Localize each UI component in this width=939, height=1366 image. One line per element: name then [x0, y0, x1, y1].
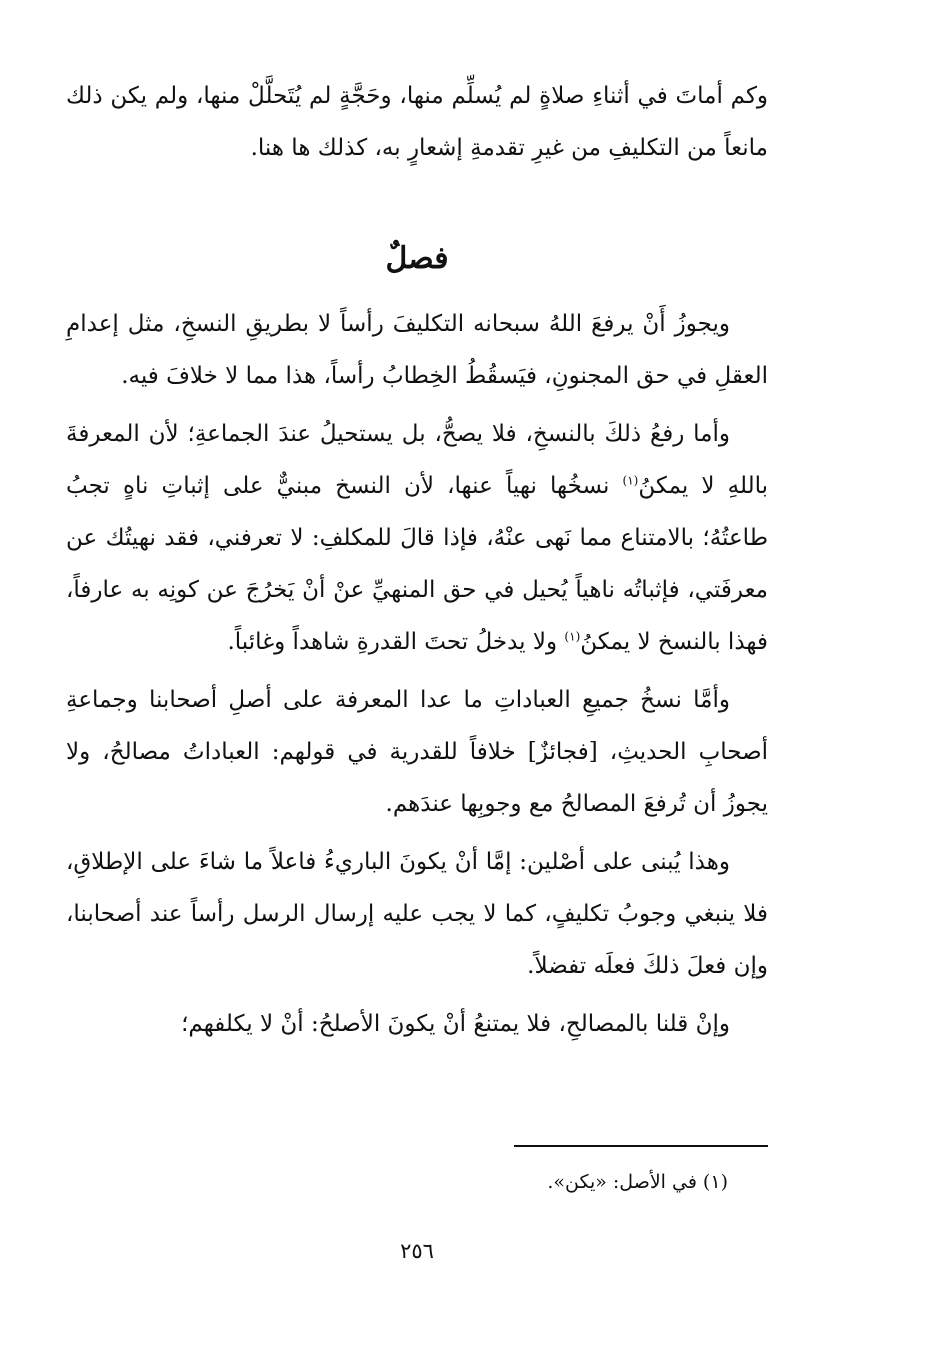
continuation-paragraph: وكم أماتَ في أثناءِ صلاةٍ لم يُسلِّم منها، وحَجَّةٍ لم يُتَحلَّلْ منها، ولم يكن ذلك مانعاً من التكليفِ من غيرِ تقدمةِ إشعارٍ به، كذلك ها هنا. [66, 83, 768, 161]
footnote-divider [514, 1145, 768, 1147]
paragraph-text-part: وأما رفعُ ذلكَ بالنسخِ، فلا يصحُّ، بل يستحيلُ عندَ الجماعةِ؛ لأن المعرفةَ باللهِ لا يمكنُ [66, 421, 768, 499]
footnote: (١) في الأصل: «يكن». [547, 1171, 728, 1193]
section-heading: فصلٌ [385, 241, 449, 276]
paragraph-knowledge-of-god [66, 408, 768, 668]
paragraph-benefits: وإنْ قلنا بالمصالحِ، فلا يمتنعُ أنْ يكونَ الأصلحُ: أنْ لا يكلفهم؛ [181, 1011, 730, 1037]
paragraph-two-principles: وهذا يُبنى على أصْلين: إمَّا أنْ يكونَ الباريءُ فاعلاً ما شاءَ على الإطلاقِ، فلا ينبغي وجوبُ تكليفٍ، كما لا يجب عليه إرسال الرسل رأساً عند أصحابنا، وإن فعلَ ذلكَ فعلَه تفضلاً. [66, 849, 768, 979]
footnote-reference: (١) [564, 629, 581, 644]
paragraph-text-part: ولا يدخلُ تحتَ القدرةِ شاهداً وغائباً. [227, 629, 558, 655]
paragraph-text-part: نسخُها نهياً عنها، لأن النسخ مبنيٌّ على إثباتِ ناهٍ تجبُ طاعتُهُ؛ بالامتناع مما نَهى عنْهُ، فإذا قالَ للمكلفِ: لا تعرفني، فقد نهيتُك عن معرفَتي، فإثباتُه ناهياً يُحيل في حق المنهيِّ عنْ أنْ يَخرُجَ عن كونِه به عارفاً، فهذا بالنسخ لا يمكنُ [66, 473, 768, 655]
page-number: ٢٥٦ [400, 1239, 434, 1263]
footnote-reference: (١) [622, 473, 639, 488]
book-page [66, 70, 768, 1360]
paragraph-abrogating-worship: وأمَّا نسخُ جميعِ العباداتِ ما عدا المعرفة على أصلِ أصحابنا وجماعةِ أصحابِ الحديثِ، [فجائزٌ] خلافاً للقدرية في قولهم: العباداتُ مصالحُ، ولا يجوزُ أن تُرفعَ المصالحُ مع وجوبِها عندَهم. [66, 687, 768, 817]
paragraph-abrogation-intro: ويجوزُ أَنْ يرفعَ اللهُ سبحانه التكليفَ رأساً لا بطريقِ النسخِ، مثل إعدامِ العقلِ في حق المجنونِ، فيَسقُطُ الخِطابُ رأساً، هذا مما لا خلافَ فيه. [66, 311, 768, 389]
